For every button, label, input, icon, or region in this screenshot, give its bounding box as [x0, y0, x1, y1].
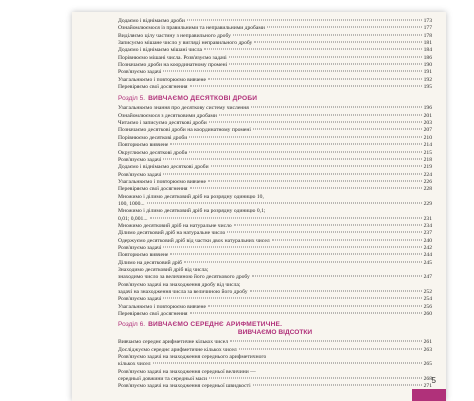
toc-entry-title: Розв'язуємо задачі	[118, 156, 162, 163]
toc-entry-page: 256	[423, 303, 432, 310]
dot-leader	[251, 107, 422, 108]
toc-entry-title: Узагальнюємо знання про десяткову систему числення	[118, 105, 249, 112]
toc-entry	[118, 260, 432, 267]
dot-leader	[163, 298, 421, 299]
toc-entry-page: 203	[423, 120, 432, 127]
toc-entry-title: Порівнюємо мішані числа. Розв'язуємо задачі	[118, 54, 227, 61]
dot-leader	[184, 261, 422, 262]
toc-entry-title: Перевіряємо свої досягнення	[118, 186, 188, 193]
table-of-contents	[118, 18, 432, 391]
dot-leader	[163, 246, 421, 247]
toc-entry	[118, 150, 432, 157]
toc-entry	[118, 383, 432, 390]
dot-leader	[170, 254, 421, 255]
dot-leader	[252, 276, 422, 277]
toc-entry-page: 237	[423, 230, 432, 237]
toc-entry-title: Множимо і ділимо десятковий дріб на розрядну одиницю 10,	[118, 193, 264, 200]
toc-entry	[118, 296, 432, 303]
toc-entry-title: кількох чисел	[118, 361, 151, 368]
toc-entry-page: 201	[423, 112, 432, 119]
toc-entry-title: Повторюємо вивчене	[118, 252, 169, 259]
dot-leader	[163, 173, 421, 174]
toc-entry	[118, 113, 432, 120]
section-title: ВИВЧАЄМО СЕРЕДНЄ АРИФМЕТИЧНЕ.	[148, 321, 283, 329]
toc-entry-page: 228	[423, 186, 432, 193]
toc-entry-page: 263	[423, 346, 432, 353]
dot-leader	[204, 49, 422, 50]
toc-entry-title: Розв'язуємо задачі на знаходження середньої швидкості	[118, 383, 251, 390]
toc-entry-title: Знаходимо десятковий дріб від числа;	[118, 267, 209, 273]
toc-entry	[118, 157, 432, 164]
toc-entry-page: 190	[423, 62, 432, 69]
toc-entry-page: 231	[423, 215, 432, 222]
toc-entry-page: 177	[423, 25, 432, 32]
toc-entry	[118, 339, 432, 346]
toc-entry	[118, 33, 432, 40]
toc-entry-title: Множимо десятковий дріб на натуральне число	[118, 222, 232, 229]
toc-entry-title: Додаємо і віднімаємо мішані числа	[118, 47, 202, 54]
page-number: 5	[431, 376, 436, 385]
toc-entry-page: 214	[423, 142, 432, 149]
toc-entry	[118, 105, 432, 112]
toc-entry-page: 184	[423, 47, 432, 54]
dot-leader	[253, 385, 422, 386]
toc-entry-title: Порівнюємо десяткові дроби	[118, 134, 188, 141]
toc-block-3	[118, 339, 432, 390]
toc-entry-page: 173	[423, 18, 432, 24]
dot-leader	[211, 166, 422, 167]
dot-leader	[189, 136, 421, 137]
toc-entry-page: 229	[423, 200, 432, 207]
dot-leader	[153, 363, 422, 364]
dot-leader	[272, 239, 422, 240]
toc-entry	[118, 245, 432, 252]
toc-entry	[118, 304, 432, 311]
toc-entry-title: Одержуємо десятковий дріб від частки двох натуральних чисел	[118, 237, 270, 244]
toc-entry	[118, 172, 432, 179]
dot-leader	[229, 64, 421, 65]
toc-entry	[118, 186, 432, 193]
toc-entry-title: Множимо і ділимо десятковий дріб на розрядну одиницю 0,1;	[118, 208, 266, 215]
toc-entry-page: 215	[423, 149, 432, 156]
toc-entry-page: 265	[423, 361, 432, 368]
toc-entry	[118, 69, 432, 76]
toc-entry-page: 219	[423, 164, 432, 171]
toc-entry-page: 226	[423, 178, 432, 185]
toc-entry	[118, 208, 432, 215]
toc-entry	[118, 62, 432, 69]
toc-entry	[118, 77, 432, 84]
toc-entry-title: Позначаємо десяткові дроби на координатному промені	[118, 127, 251, 134]
toc-entry-title: Ділимо десятковий дріб на натуральне число	[118, 230, 226, 237]
dot-leader	[254, 42, 421, 43]
dot-leader	[209, 378, 422, 379]
toc-entry-page: 254	[423, 296, 432, 303]
toc-entry-page: 224	[423, 171, 432, 178]
toc-entry-title: Розв'язуємо задачі на знаходження середнього арифметичного	[118, 354, 267, 361]
toc-entry	[118, 347, 432, 354]
toc-entry	[118, 267, 432, 274]
toc-entry-page: 181	[423, 40, 432, 47]
toc-entry-title: Узагальнюємо і повторюємо вивчене	[118, 178, 206, 185]
toc-entry	[118, 376, 432, 383]
section-5-heading	[118, 94, 432, 103]
toc-entry-page: 234	[423, 222, 432, 229]
toc-entry	[118, 223, 432, 230]
toc-entry	[118, 194, 432, 201]
dot-leader	[227, 232, 421, 233]
toc-entry	[118, 47, 432, 54]
toc-entry-page: 240	[423, 237, 432, 244]
toc-entry-title: задачі на знаходження числа за величиною його дробу	[118, 289, 248, 296]
toc-entry	[118, 84, 432, 91]
toc-entry	[118, 369, 432, 376]
toc-entry-title: Повторюємо вивчене	[118, 142, 169, 149]
toc-entry-title: знаходимо число за величиною його десяткового дробу	[118, 274, 250, 281]
dot-leader	[208, 180, 422, 181]
toc-entry-title: Розв'язуємо задачі	[118, 244, 162, 251]
dot-leader	[239, 348, 422, 349]
toc-entry-title: Розв'язуємо задачі на знаходження середньої величини —	[118, 368, 256, 375]
toc-entry-page: 268	[423, 376, 432, 383]
toc-entry-title: Розв'язуємо задачі	[118, 296, 162, 303]
toc-entry	[118, 179, 432, 186]
dot-leader	[208, 78, 422, 79]
toc-entry-page: 247	[423, 274, 432, 281]
dot-leader	[190, 86, 422, 87]
section-number: Розділ 6.	[118, 321, 146, 329]
dot-leader	[150, 217, 422, 218]
toc-entry-title: Додаємо і віднімаємо десяткові дроби	[118, 164, 209, 171]
dot-leader	[163, 158, 421, 159]
dot-leader	[267, 27, 422, 28]
toc-entry-page: 192	[423, 76, 432, 83]
toc-entry-title: Записуємо мішане число у вигляді неправильного дробу	[118, 40, 253, 47]
toc-entry	[118, 282, 432, 289]
toc-entry-title: Перевіряємо свої досягнення	[118, 311, 188, 318]
dot-leader	[250, 291, 422, 292]
dot-leader	[230, 341, 422, 342]
toc-entry	[118, 18, 432, 25]
toc-entry	[118, 164, 432, 171]
dot-leader	[163, 71, 421, 72]
section-title-line-2: ВИВЧАЄМО ВІДСОТКИ	[237, 329, 313, 337]
toc-entry	[118, 135, 432, 142]
toc-entry-page: 244	[423, 252, 432, 259]
toc-entry	[118, 230, 432, 237]
toc-entry-title: Досліджуємо середнє арифметичне кількох чисел	[118, 346, 237, 353]
toc-entry-title: Округлюємо десяткові дроби	[118, 149, 188, 156]
toc-entry-title: Позначаємо дроби на координатному промені	[118, 62, 228, 69]
toc-entry-title: Виділяємо цілу частину з неправильного дробу	[118, 32, 231, 39]
toc-entry-title: Ділимо на десятковий дріб	[118, 259, 183, 266]
toc-entry	[118, 127, 432, 134]
section-number: Розділ 5.	[118, 95, 146, 103]
toc-entry-title: Вивчаємо середнє арифметичне кількох чисел	[118, 339, 229, 346]
dot-leader	[234, 224, 422, 225]
toc-entry-page: 196	[423, 105, 432, 112]
toc-entry-page: 195	[423, 84, 432, 91]
toc-entry	[118, 25, 432, 32]
dot-leader	[189, 151, 421, 152]
dot-leader	[209, 122, 422, 123]
toc-entry-page: 260	[423, 311, 432, 318]
dot-leader	[219, 114, 422, 115]
toc-entry	[118, 201, 432, 208]
toc-entry	[118, 40, 432, 47]
toc-entry	[118, 289, 432, 296]
section-title: ВИВЧАЄМО ДЕСЯТКОВІ ДРОБИ	[148, 95, 258, 103]
toc-entry	[118, 354, 432, 361]
toc-entry-title: 0,01; 0,001...	[118, 215, 148, 222]
toc-entry-page: 242	[423, 244, 432, 251]
toc-entry	[118, 216, 432, 223]
toc-entry	[118, 252, 432, 259]
toc-entry-title: 100, 1000...	[118, 200, 145, 207]
document-page	[72, 12, 446, 401]
dot-leader	[187, 20, 422, 21]
dot-leader	[229, 56, 422, 57]
dot-leader	[190, 313, 422, 314]
toc-entry-title: Ознайомлюємося з десятковими дробами	[118, 112, 217, 119]
toc-block-1	[118, 18, 432, 91]
accent-bar	[412, 389, 446, 401]
toc-entry-title: середньої довжини та середньої маси	[118, 376, 207, 383]
toc-entry-title: Читаємо і записуємо десяткові дроби	[118, 120, 207, 127]
section-6-heading	[118, 321, 432, 337]
toc-entry	[118, 274, 432, 281]
toc-entry-page: 252	[423, 289, 432, 296]
toc-block-2	[118, 105, 432, 318]
toc-entry-page: 178	[423, 32, 432, 39]
toc-entry-page: 245	[423, 259, 432, 266]
toc-entry-title: Узагальнюємо і повторюємо вивчене	[118, 76, 206, 83]
toc-entry-page: 207	[423, 127, 432, 134]
dot-leader	[253, 129, 422, 130]
toc-entry-title: Перевіряємо свої досягнення	[118, 84, 188, 91]
toc-entry-title: Розв'язуємо задачі	[118, 69, 162, 76]
toc-entry	[118, 55, 432, 62]
toc-entry	[118, 238, 432, 245]
dot-leader	[208, 305, 422, 306]
dot-leader	[170, 144, 421, 145]
toc-entry-page: 218	[423, 156, 432, 163]
toc-entry-page: 271	[423, 383, 432, 390]
toc-entry-title: Додаємо і віднімаємо дроби	[118, 18, 185, 24]
dot-leader	[147, 202, 422, 203]
toc-entry-title: Розв'язуємо задачі на знаходження дробу від числа;	[118, 281, 241, 288]
toc-entry-title: Ознайомлюємося із правильними та неправильними дробами	[118, 25, 265, 32]
toc-entry	[118, 142, 432, 149]
toc-entry-page: 210	[423, 134, 432, 141]
dot-leader	[190, 188, 422, 189]
dot-leader	[233, 34, 422, 35]
toc-entry-title: Розв'язуємо задачі	[118, 171, 162, 178]
toc-entry	[118, 311, 432, 318]
toc-entry	[118, 120, 432, 127]
toc-entry-title: Узагальнюємо і повторюємо вивчене	[118, 303, 206, 310]
toc-entry-page: 186	[423, 54, 432, 61]
toc-entry	[118, 361, 432, 368]
toc-entry-page: 191	[423, 69, 432, 76]
toc-entry-page: 261	[423, 339, 432, 346]
